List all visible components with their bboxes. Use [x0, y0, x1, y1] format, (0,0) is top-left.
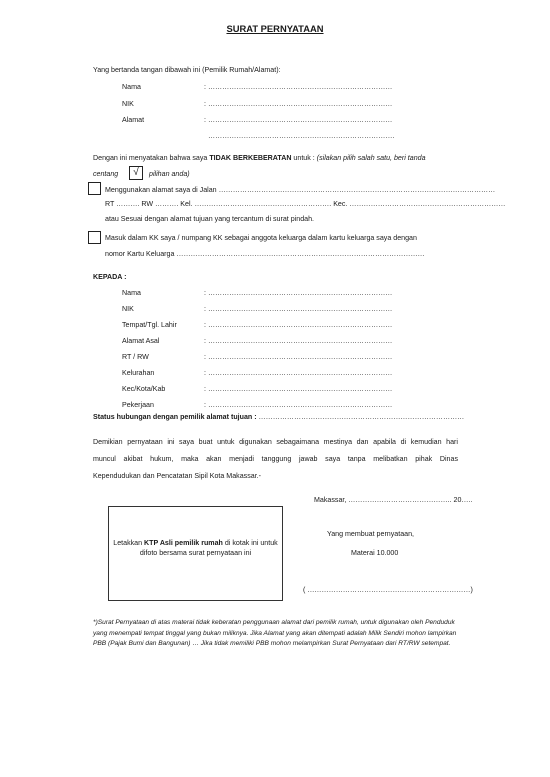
owner-address-line2[interactable]: …………………………………………………………………….: [208, 132, 395, 140]
recipient-rtrw-label: RT / RW: [122, 353, 149, 361]
recipient-origin-address-field[interactable]: : ……………………………………………………………………: [204, 337, 393, 345]
option-address-checkbox[interactable]: [88, 182, 101, 195]
owner-address-label: Alamat: [122, 116, 145, 124]
statement-instruction: (silakan pilih salah satu, beri tanda: [316, 154, 426, 162]
document-title: SURAT PERNYATAAN: [226, 23, 324, 34]
recipient-name-label: Nama: [122, 289, 141, 297]
statement-line1: [93, 154, 426, 163]
statement-middle: untuk :: [291, 154, 317, 162]
recipient-kelurahan-field[interactable]: : ……………………………………………………………………: [204, 369, 393, 377]
owner-name-label: Nama: [122, 83, 141, 91]
signature-line[interactable]: ( ……………………………………………………………): [303, 586, 473, 594]
recipient-birth-label: Tempat/Tgl. Lahir: [122, 321, 177, 329]
checkmark-example-icon: √: [129, 166, 143, 180]
recipient-kec-field[interactable]: : ……………………………………………………………………: [204, 385, 393, 393]
statement-bold: TIDAK BERKEBERATAN: [209, 154, 292, 162]
recipient-kec-label: Kec/Kota/Kab: [122, 385, 166, 393]
owner-nik-label: NIK: [122, 100, 134, 108]
closing-line2: muncul akibat hukum, maka akan menjadi tanggung jawab saya tanpa melibatkan pihak Dinas: [93, 455, 458, 463]
closing-line3: Kependudukan dan Pencatatan Sipil Kota Makassar.-: [93, 472, 261, 480]
option2-line2: nomor Kartu Keluarga ……………………………………………………………………………………………: [105, 250, 425, 258]
recipient-rtrw-field[interactable]: : ……………………………………………………………………: [204, 353, 393, 361]
option1-line3: atau Sesuai dengan alamat tujuan yang tercantum di surat pindah.: [105, 215, 315, 223]
status-line: [93, 413, 464, 422]
owner-nik-field[interactable]: : ……………………………………………………………………: [204, 100, 393, 108]
statement-line2-pre: centang: [93, 170, 119, 178]
closing-line1: Demikian pernyataan ini saya buat untuk digunakan sebagaimana mestinya dan apabila di kemudian hari: [93, 438, 458, 446]
intro-text: Yang bertanda tangan dibawah ini (Pemilik Rumah/Alamat):: [93, 66, 281, 74]
recipient-nik-label: NIK: [122, 305, 134, 313]
status-label: Status hubungan dengan pemilik alamat tujuan :: [93, 413, 257, 421]
materai-label: Materai 10.000: [351, 549, 399, 557]
footnote: *)Surat Pernyataan di atas materai tidak keberatan penggunaan alamat dari pemilik rumah, untuk digunakan oleh Penduduk yang menempati tempat tinggal yang bukan miliknya. Jika Alamat yang akan ditempati adalah Milik Sendiri mohon lampirkan PBB (Pajak Bumi dan Bangunan) … Jika tidak memiliki PBB mohon melampirkan Surat Pernyataan dari RT/RW setempat.: [93, 619, 457, 647]
ktp-instruction-post: di kotak ini untuk difoto bersama surat pernyataan ini: [139, 539, 278, 557]
status-field[interactable]: ……………………………………………………………………………: [256, 413, 465, 421]
signer-label: Yang membuat pernyataan,: [327, 530, 415, 538]
option1-line2: RT ………. RW ………. Kel. …………………………………………………. Kec. …………………………………………………………: [105, 200, 506, 208]
recipient-job-field[interactable]: : ……………………………………………………………………: [204, 401, 393, 409]
kepada-heading: KEPADA :: [93, 273, 127, 281]
recipient-kelurahan-label: Kelurahan: [122, 369, 155, 377]
option2-line1: Masuk dalam KK saya / numpang KK sebagai anggota keluarga dalam kartu keluarga saya dengan: [105, 234, 417, 242]
recipient-nik-field[interactable]: : ……………………………………………………………………: [204, 305, 393, 313]
owner-name-field[interactable]: : ……………………………………………………………………: [204, 83, 393, 91]
option1-line1: Menggunakan alamat saya di Jalan ………………………………………………………………………………………………………: [105, 186, 496, 194]
place-date[interactable]: Makassar, …………………………………….. 20…..: [314, 496, 473, 504]
ktp-instruction-pre: Letakkan: [113, 539, 145, 547]
ktp-instruction-bold: KTP Asli pemilik rumah: [144, 539, 223, 547]
recipient-name-field[interactable]: : ……………………………………………………………………: [204, 289, 393, 297]
ktp-instruction: [109, 538, 282, 558]
option-kk-checkbox[interactable]: [88, 231, 101, 244]
owner-address-field[interactable]: : ……………………………………………………………………: [204, 116, 393, 124]
recipient-job-label: Pekerjaan: [122, 401, 154, 409]
recipient-origin-address-label: Alamat Asal: [122, 337, 160, 345]
statement-prefix: Dengan ini menyatakan bahwa saya: [93, 154, 210, 162]
ktp-photo-box: [108, 506, 283, 601]
statement-line2-post: pilihan anda): [149, 170, 190, 178]
recipient-birth-field[interactable]: : ……………………………………………………………………: [204, 321, 393, 329]
